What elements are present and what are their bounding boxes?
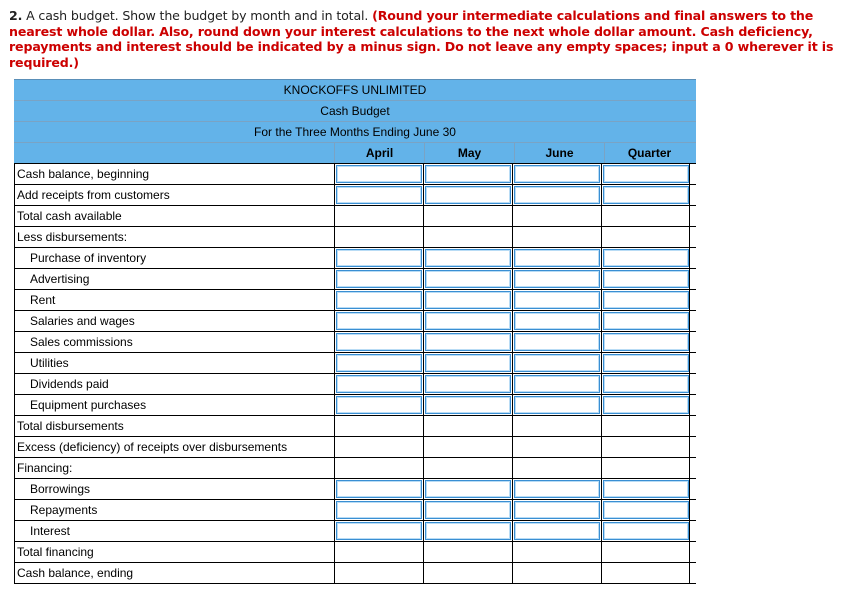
amount-input-quarter[interactable] bbox=[603, 312, 689, 330]
table-row bbox=[14, 164, 696, 185]
cell-april bbox=[334, 353, 423, 373]
table-row bbox=[14, 542, 696, 563]
row-label: Advertising bbox=[14, 269, 334, 289]
cell-quarter bbox=[601, 227, 690, 247]
amount-input-june[interactable] bbox=[514, 249, 600, 267]
row-label: Rent bbox=[14, 290, 334, 310]
cell-may bbox=[423, 353, 512, 373]
amount-input-april[interactable] bbox=[336, 291, 422, 309]
row-label: Financing: bbox=[14, 458, 334, 478]
cell-june bbox=[512, 311, 601, 331]
table-row bbox=[14, 332, 696, 353]
table-row bbox=[14, 248, 696, 269]
amount-input-april[interactable] bbox=[336, 333, 422, 351]
amount-input-quarter[interactable] bbox=[603, 186, 689, 204]
cell-june bbox=[512, 332, 601, 352]
column-header-row bbox=[14, 142, 696, 164]
row-label: Borrowings bbox=[14, 479, 334, 499]
row-label: Salaries and wages bbox=[14, 311, 334, 331]
amount-input-may[interactable] bbox=[425, 396, 511, 414]
cell-quarter bbox=[601, 164, 690, 184]
row-label: Total financing bbox=[14, 542, 334, 562]
budget-title-header: Cash Budget bbox=[14, 100, 696, 121]
cell-april bbox=[334, 290, 423, 310]
table-row bbox=[14, 437, 696, 458]
table-row bbox=[14, 395, 696, 416]
cell-quarter bbox=[601, 395, 690, 415]
column-header-april: April bbox=[334, 143, 424, 163]
amount-input-june[interactable] bbox=[514, 480, 600, 498]
amount-input-may[interactable] bbox=[425, 291, 511, 309]
cell-may bbox=[423, 395, 512, 415]
amount-input-april[interactable] bbox=[336, 270, 422, 288]
amount-input-april[interactable] bbox=[336, 312, 422, 330]
amount-input-may[interactable] bbox=[425, 186, 511, 204]
cell-april bbox=[334, 227, 423, 247]
row-label: Interest bbox=[14, 521, 334, 541]
cell-quarter bbox=[601, 458, 690, 478]
company-name-header: KNOCKOFFS UNLIMITED bbox=[14, 79, 696, 100]
row-label: Purchase of inventory bbox=[14, 248, 334, 268]
cell-april bbox=[334, 248, 423, 268]
amount-input-june[interactable] bbox=[514, 375, 600, 393]
question-note: (Round your intermediate calculations and final answers to the nearest whole dollar. Also, round down your interest calculations to the next whole dollar amount. Cash deficiency, repayments and interest should be indicated by a minus sign. Do not leave any empty spaces; input a 0 wherever it is required.) bbox=[9, 8, 834, 70]
amount-input-june[interactable] bbox=[514, 522, 600, 540]
row-label: Utilities bbox=[14, 353, 334, 373]
table-row bbox=[14, 458, 696, 479]
cell-quarter bbox=[601, 521, 690, 541]
row-label: Total cash available bbox=[14, 206, 334, 226]
row-label: Cash balance, beginning bbox=[14, 164, 334, 184]
cell-may bbox=[423, 374, 512, 394]
cell-june bbox=[512, 437, 601, 457]
cell-may bbox=[423, 479, 512, 499]
amount-input-may[interactable] bbox=[425, 270, 511, 288]
amount-input-june[interactable] bbox=[514, 501, 600, 519]
amount-input-april[interactable] bbox=[336, 375, 422, 393]
amount-input-june[interactable] bbox=[514, 396, 600, 414]
cell-june bbox=[512, 458, 601, 478]
cell-june bbox=[512, 164, 601, 184]
cell-may bbox=[423, 332, 512, 352]
amount-input-quarter[interactable] bbox=[603, 291, 689, 309]
table-row bbox=[14, 185, 696, 206]
cell-april bbox=[334, 164, 423, 184]
cell-may bbox=[423, 206, 512, 226]
amount-input-may[interactable] bbox=[425, 522, 511, 540]
cell-may bbox=[423, 185, 512, 205]
cell-quarter bbox=[601, 185, 690, 205]
amount-input-quarter[interactable] bbox=[603, 396, 689, 414]
amount-input-april[interactable] bbox=[336, 501, 422, 519]
cell-june bbox=[512, 479, 601, 499]
budget-rows bbox=[14, 164, 696, 584]
budget-period-header: For the Three Months Ending June 30 bbox=[14, 121, 696, 142]
cell-april bbox=[334, 563, 423, 583]
cell-quarter bbox=[601, 206, 690, 226]
table-row bbox=[14, 353, 696, 374]
table-row bbox=[14, 374, 696, 395]
amount-input-quarter[interactable] bbox=[603, 375, 689, 393]
table-row bbox=[14, 290, 696, 311]
table-row bbox=[14, 311, 696, 332]
cell-quarter bbox=[601, 542, 690, 562]
amount-input-may[interactable] bbox=[425, 333, 511, 351]
cell-may bbox=[423, 521, 512, 541]
amount-input-quarter[interactable] bbox=[603, 354, 689, 372]
cell-may bbox=[423, 416, 512, 436]
cell-may bbox=[423, 563, 512, 583]
amount-input-june[interactable] bbox=[514, 291, 600, 309]
row-label: Repayments bbox=[14, 500, 334, 520]
cell-april bbox=[334, 332, 423, 352]
table-row bbox=[14, 206, 696, 227]
amount-input-june[interactable] bbox=[514, 333, 600, 351]
cell-may bbox=[423, 311, 512, 331]
column-header-quarter: Quarter bbox=[604, 143, 694, 163]
cell-april bbox=[334, 311, 423, 331]
row-label: Add receipts from customers bbox=[14, 185, 334, 205]
cell-june bbox=[512, 500, 601, 520]
amount-input-april[interactable] bbox=[336, 186, 422, 204]
amount-input-april[interactable] bbox=[336, 480, 422, 498]
amount-input-june[interactable] bbox=[514, 354, 600, 372]
amount-input-june[interactable] bbox=[514, 312, 600, 330]
amount-input-april[interactable] bbox=[336, 165, 422, 183]
amount-input-may[interactable] bbox=[425, 165, 511, 183]
cell-april bbox=[334, 374, 423, 394]
row-label: Excess (deficiency) of receipts over disbursements bbox=[14, 437, 334, 457]
cell-june bbox=[512, 395, 601, 415]
amount-input-may[interactable] bbox=[425, 312, 511, 330]
amount-input-may[interactable] bbox=[425, 501, 511, 519]
amount-input-june[interactable] bbox=[514, 165, 600, 183]
amount-input-may[interactable] bbox=[425, 480, 511, 498]
cell-may bbox=[423, 164, 512, 184]
cell-april bbox=[334, 416, 423, 436]
cell-april bbox=[334, 500, 423, 520]
cell-quarter bbox=[601, 248, 690, 268]
cell-april bbox=[334, 206, 423, 226]
row-label: Less disbursements: bbox=[14, 227, 334, 247]
table-row bbox=[14, 521, 696, 542]
cell-june bbox=[512, 416, 601, 436]
cell-quarter bbox=[601, 353, 690, 373]
cell-april bbox=[334, 479, 423, 499]
cell-may bbox=[423, 458, 512, 478]
cell-april bbox=[334, 521, 423, 541]
row-label: Equipment purchases bbox=[14, 395, 334, 415]
amount-input-may[interactable] bbox=[425, 375, 511, 393]
table-row bbox=[14, 500, 696, 521]
amount-input-june[interactable] bbox=[514, 270, 600, 288]
table-row bbox=[14, 227, 696, 248]
cell-june bbox=[512, 542, 601, 562]
amount-input-june[interactable] bbox=[514, 186, 600, 204]
amount-input-quarter[interactable] bbox=[603, 522, 689, 540]
cell-june bbox=[512, 227, 601, 247]
cell-april bbox=[334, 269, 423, 289]
amount-input-april[interactable] bbox=[336, 522, 422, 540]
amount-input-april[interactable] bbox=[336, 396, 422, 414]
cell-may bbox=[423, 248, 512, 268]
cell-quarter bbox=[601, 416, 690, 436]
cell-june bbox=[512, 521, 601, 541]
cell-april bbox=[334, 437, 423, 457]
cell-may bbox=[423, 269, 512, 289]
cell-april bbox=[334, 395, 423, 415]
table-row bbox=[14, 563, 696, 584]
row-label: Sales commissions bbox=[14, 332, 334, 352]
cell-june bbox=[512, 206, 601, 226]
cell-june bbox=[512, 290, 601, 310]
amount-input-quarter[interactable] bbox=[603, 480, 689, 498]
cash-budget-table bbox=[14, 79, 696, 584]
cell-quarter bbox=[601, 500, 690, 520]
row-label: Dividends paid bbox=[14, 374, 334, 394]
question-prompt: A cash budget. Show the budget by month and in total. bbox=[22, 8, 373, 23]
cell-april bbox=[334, 458, 423, 478]
cell-may bbox=[423, 290, 512, 310]
cell-may bbox=[423, 500, 512, 520]
column-header-may: May bbox=[424, 143, 514, 163]
cell-may bbox=[423, 542, 512, 562]
row-label: Total disbursements bbox=[14, 416, 334, 436]
amount-input-quarter[interactable] bbox=[603, 270, 689, 288]
question-instructions bbox=[9, 8, 837, 70]
cell-june bbox=[512, 374, 601, 394]
cell-quarter bbox=[601, 290, 690, 310]
amount-input-april[interactable] bbox=[336, 354, 422, 372]
amount-input-quarter[interactable] bbox=[603, 501, 689, 519]
row-label: Cash balance, ending bbox=[14, 563, 334, 583]
amount-input-may[interactable] bbox=[425, 249, 511, 267]
cell-quarter bbox=[601, 311, 690, 331]
cell-april bbox=[334, 185, 423, 205]
cell-quarter bbox=[601, 437, 690, 457]
question-number: 2. bbox=[9, 8, 23, 23]
cell-june bbox=[512, 248, 601, 268]
amount-input-quarter[interactable] bbox=[603, 165, 689, 183]
amount-input-quarter[interactable] bbox=[603, 249, 689, 267]
cell-june bbox=[512, 185, 601, 205]
table-row bbox=[14, 479, 696, 500]
cell-may bbox=[423, 227, 512, 247]
cell-june bbox=[512, 353, 601, 373]
amount-input-may[interactable] bbox=[425, 354, 511, 372]
cell-quarter bbox=[601, 479, 690, 499]
cell-quarter bbox=[601, 332, 690, 352]
amount-input-april[interactable] bbox=[336, 249, 422, 267]
table-row bbox=[14, 416, 696, 437]
column-header-june: June bbox=[514, 143, 604, 163]
amount-input-quarter[interactable] bbox=[603, 333, 689, 351]
cell-april bbox=[334, 542, 423, 562]
cell-june bbox=[512, 269, 601, 289]
cell-quarter bbox=[601, 563, 690, 583]
table-row bbox=[14, 269, 696, 290]
cell-quarter bbox=[601, 374, 690, 394]
cell-june bbox=[512, 563, 601, 583]
cell-quarter bbox=[601, 269, 690, 289]
cell-may bbox=[423, 437, 512, 457]
